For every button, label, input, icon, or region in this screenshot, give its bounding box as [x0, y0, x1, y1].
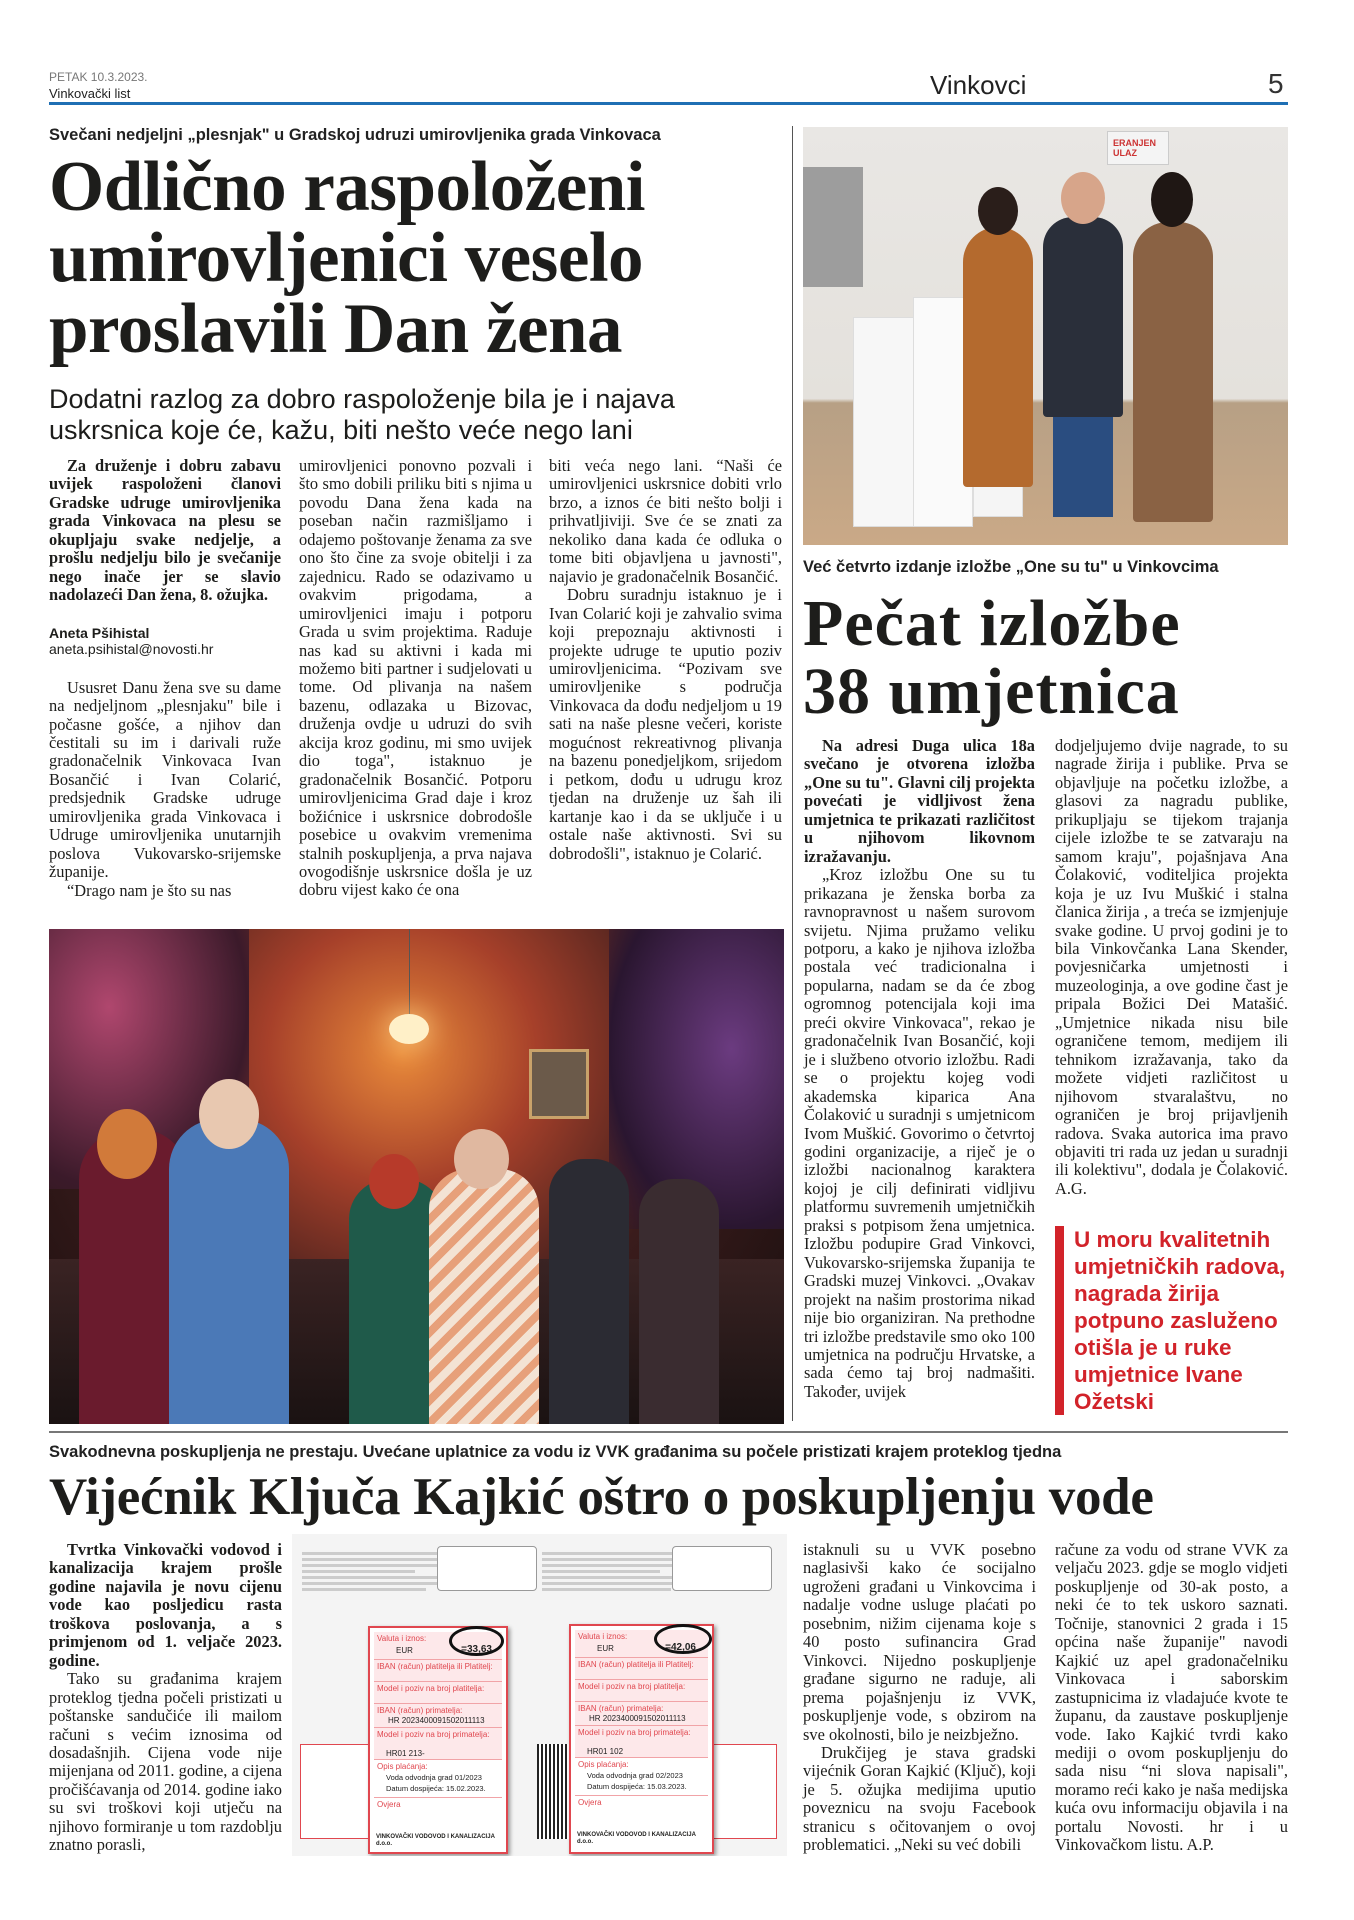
- photo-sign-line: ERANJEN: [1113, 138, 1157, 148]
- article3-kicker: Svakodnevna poskupljenja ne prestaju. Uvećane uplatnice za vodu iz VVK građanima su počele pristizati krajem proteklog tjedna: [49, 1443, 1062, 1461]
- subheadline-line: Dodatni razlog za dobro raspoloženje bila je i najava: [49, 384, 675, 414]
- article2-column-1: [804, 737, 1035, 1401]
- author-name: Aneta Pšihistal: [49, 624, 150, 641]
- header-rule: [49, 102, 1288, 105]
- bill-description: Voda odvodnja grad 02/2023: [587, 1771, 683, 1780]
- author-email[interactable]: aneta.psihistal@novosti.hr: [49, 640, 214, 657]
- bill-label: Ovjera: [578, 1798, 602, 1807]
- exhibition-photo: [803, 127, 1288, 545]
- headline-line: Odlično raspoloženi: [49, 148, 646, 226]
- bill-due-date: Datum dospijeća: 15.02.2023.: [386, 1784, 486, 1793]
- dance-photo: [49, 929, 784, 1424]
- newspaper-name: Vinkovački list: [49, 86, 131, 101]
- body-paragraph: dodjeljujemo dvije nagrade, to su nagrade žirija i publike. Prva se objavljuje na početku izložbe, a glasovi za nagradu publike, prikupljaju se tijekom trajanja cijele izložbe te se zatvaraju na samom kraju", pojašnjava Ana Čolaković, voditeljica projekta koja je uz Ivu Muškić i stalna članica žirija , a treća se izmjenjuje svake godine. U prvoj godini je to bila Vinkovčanka Lana Skender, povjesničarka umjetnosti i muzeologinja, a ove godine čast je pripala Božici Dei Matašić. „Umjetnice nikada nisu bile ograničene temom, medijem ili tehnikom izražavanja, tako da možete vidjeti različitost u njihovom stvaralaštvu, no ograničen je broj prijavljenih radova. Svaka autorica ima pravo objaviti tri rada uz jedan u suradnji ili kolektivu", dodala je Čolaković. A.G.: [1055, 736, 1288, 1198]
- body-paragraph: Ususret Danu žena sve su dame na nedjeljnom „plesnjaku" bile i počasne gošće, a njihov dan čestitali su im i darivali ruže gradonačelnik Vinkovaca Ivan Bosančić i Ivan Colarić, predsjednik Gradske udruge umirovljenika grada Vinkovaca i Udruge umirovljenika unutarnjih poslova Vukovarsko-srijemske županije.: [49, 677, 281, 882]
- article1-column-1: [49, 457, 281, 900]
- bill-label: IBAN (račun) platitelja ili Platitelj:: [578, 1660, 694, 1669]
- bill-company: VINKOVAČKI VODOVOD I KANALIZACIJA d.o.o.: [376, 1834, 495, 1847]
- bill-label: Opis plaćanja:: [377, 1762, 428, 1771]
- bill-label: Valuta i iznos:: [578, 1632, 628, 1641]
- bill-currency: EUR: [396, 1646, 413, 1655]
- bill-description: Voda odvodnja grad 01/2023: [386, 1773, 482, 1782]
- bill-model: HR01 102: [587, 1747, 624, 1756]
- bill-currency: EUR: [597, 1644, 614, 1653]
- bill-amount: =42,06: [665, 1642, 696, 1653]
- article1-headline: [49, 148, 789, 368]
- water-bills-image: [292, 1534, 787, 1856]
- photo-sign-line: ULAZ: [1113, 148, 1137, 158]
- article2-lead: Na adresi Duga ulica 18a svečano je otvorena izložba „One su tu". Glavni cilj projekta povećati je vidljivost žena umjetnica te prikazati različitost u njihovom likovnom izražavanju.: [804, 736, 1035, 866]
- bill-company: VINKOVAČKI VODOVOD I KANALIZACIJA d.o.o.: [577, 1832, 696, 1845]
- bill-slip: [569, 1624, 714, 1854]
- headline-line: 38 umjetnica: [803, 655, 1180, 728]
- bill-label: Ovjera: [377, 1800, 401, 1809]
- bill-slip: [368, 1626, 508, 1854]
- amount-circle: [449, 1626, 504, 1656]
- article3-column-3: [803, 1541, 1036, 1855]
- pull-quote: U moru kvalitetnih umjetničkih radova, nagrada žirija potpuno zasluženo otišla je u ruke umjetnice Ivane Ožetski: [1055, 1226, 1295, 1415]
- body-paragraph: Dobru suradnju istaknuo je i Ivan Colarić koji je zahvalio svima koji prepoznaju aktivnosti i projekte udruge te uputio poziv umirovljenicima. “Pozivam sve umirovljenike s područja Vinkovaca da dođu nedjeljom u 19 sati na naše plesne večeri, koriste mogućnost rekreativnog plivanja na bazenu ponedjeljkom, srijedom i petkom, dođu u udrugu kroz tjedan na druženje uz šah ili kartanje kao i da se uključe i u ostale naše aktivnosti. Svi su dobrodošli", istaknuo je Colarić.: [549, 585, 782, 863]
- bill-iban: HR 2023400091502011113: [589, 1714, 686, 1723]
- bill-amount: =33,63: [461, 1644, 492, 1655]
- bill-label: Model i poziv na broj platitelja:: [377, 1684, 485, 1693]
- article1-kicker: Svečani nedjeljni „plesnjak" u Gradskoj udruzi umirovljenika grada Vinkovaca: [49, 126, 661, 144]
- bill-label: Model i poziv na broj primatelja:: [377, 1730, 490, 1739]
- article2-headline: [803, 587, 1293, 728]
- article2-kicker: Već četvrto izdanje izložbe „One su tu" u Vinkovcima: [803, 558, 1219, 576]
- article1-lead: Za druženje i dobru zabavu uvijek raspoloženi članovi Gradske udruge umirovljenika grada Vinkovaca na plesu se okupljaju svake nedjelje, a prošlu nedjelju bilo je svečanije nego inače jer se slavio nadolazeći Dan žena, 8. ožujka.: [49, 456, 281, 605]
- headline-line: Pečat izložbe: [803, 587, 1181, 660]
- article3-column-1: [49, 1541, 282, 1855]
- bill-label: Model i poziv na broj platitelja:: [578, 1682, 686, 1691]
- column-divider: [792, 126, 793, 1421]
- article1-column-3: [549, 457, 782, 863]
- section-title: Vinkovci: [930, 70, 1027, 100]
- section-divider: [49, 1431, 1288, 1433]
- article2-column-2: [1055, 737, 1288, 1198]
- body-paragraph: istaknuli su u VVK posebno naglasivši kako će socijalno ugroženi građani u Vinkovcima i nadalje vodne usluge plaćati po posebnim, nižim cijenama koje s 40 posto sufinancira Grad Vinkovci. Nijedno poskupljenje građane sigurno ne raduje, ali prema pojašnjenju iz VVK, poskupljenje vode, s obzirom na sve okolnosti, bilo je neizbježno.: [803, 1540, 1036, 1744]
- article3-headline: Vijećnik Ključa Kajkić oštro o poskupljenju vode: [49, 1468, 1154, 1526]
- article1-column-2: [299, 457, 532, 900]
- body-paragraph: umirovljenici ponovno pozvali i što smo dobili priliku biti s njima u povodu Dana žena kada na poseban način razmišljamo i odajemo poštovanje ženama za sve ono što čine za svoje obitelji i za zajednicu. Rado se odazivamo u ovakvim prigodama, a umirovljenici imaju i potporu Grada u svim projektima. Raduje nas kad su aktivni i kada mi možemo biti partner i sudjelovati u tome. Od plivanja na našem bazenu, odlazaka u Bizovac, druženja ovdje u udruzi do svih akcija kroz godinu, mi smo uvijek dio toga", istaknuo je gradonačelnik Bosančić. Potporu umirovljenicima Grad daje i kroz božićnice i uskrsnice dobrodošle posebice u ovakvim vremenima stalnih poskupljenja, a prva najava ovogodišnje uskrsnice došla je uz dobru vijest kako će ona: [299, 456, 532, 900]
- issue-date: PETAK 10.3.2023.: [49, 70, 148, 84]
- bill-label: IBAN (račun) primatelja:: [578, 1704, 664, 1713]
- body-paragraph: račune za vodu od strane VVK za veljaču 2023. gdje se moglo vidjeti poskupljenje od 30-ak posto, a neki će to tek uskoro saznati. Točnije, stanovnici 2 grada i 15 općina naše županije" navodi Kajkić uz apel gradonačelniku Vinkovaca i saborskim zastupnicima iz vladajuće kvote te županu, da zaustave poskupljenje vode. Iako Kajkić tvrdi kako mediji o ovom poskupljenju do sada nisu “ni slova napisali", moramo reći kako je naša medijska kuća ovu informaciju objavila i na portalu Novosti. hr i u Vinkovačkom listu. A.P.: [1055, 1540, 1288, 1855]
- bill-label: IBAN (račun) primatelja:: [377, 1706, 463, 1715]
- body-paragraph: „Kroz izložbu One su tu prikazana je ženska borba za ravnopravnost u našem surovom svijetu. Njima pružamo veliku potporu, a kako je njihova izložba postala već tradicionalna i popularna, nadam se da će zbog ogromnog potencijala koji ima preći okvire Vinkovaca", rekao je gradonačelnik Ivan Bosančić, koji je i službeno otvorio izložbu. Radi se o projektu kojeg vodi akademska kiparica Ana Čolaković u suradnji s umjetnicom Ivom Muškić. Govorimo o četvrtoj godini organizacije, a riječ je o izložbi nacionalnog karaktera kojoj je cilj definirati vidljivu platformu suvremenih umjetničkih praksi s potpisom žena umjetnica. Izložbu podupire Grad Vinkovci, Vukovarsko-srijemska županija te Gradski muzej Vinkovci. „Ovakav projekt na našim prostorima nikad nije bio organiziran. Na prethodne tri izložbe predstavile smo oko 100 umjetnica na području Hrvatske, a sada ćemo taj broj nadmašiti. Također, uvijek: [804, 865, 1035, 1401]
- headline-line: proslavili Dan žena: [49, 290, 623, 368]
- subheadline-line: uskrsnica koje će, kažu, biti nešto veće nego lani: [49, 415, 633, 445]
- headline-line: umirovljenici veselo: [49, 219, 644, 297]
- body-paragraph: “Drago nam je što su nas: [67, 880, 232, 900]
- bill-label: Opis plaćanja:: [578, 1760, 629, 1769]
- body-paragraph: biti veća nego lani. “Naši će umirovljenici uskrsnice dobiti vrlo brzo, a iznos će biti nešto bolji i prihvatljiviji. Sve će se znati za nekoliko dana kada će odluka o tome biti objavljena u javnosti", najavio je gradonačelnik Bosančić.: [549, 456, 782, 586]
- article1-subheadline: [49, 384, 789, 446]
- bill-label: IBAN (račun) platitelja ili Platitelj:: [377, 1662, 493, 1671]
- page-number: 5: [1268, 68, 1284, 99]
- body-paragraph: Tako su građanima krajem proteklog tjedna počeli pristizati u poštanske sandučiće ili mailom računi s većim iznosima od dosadašnjih. Cijena vode nije mijenjana od 2011. godine, a cijena pročišćavanja od 2014. godine iako su svi troškovi koji utječu na njihovo formiranje u tom razdoblju znatno porasli,: [49, 1669, 282, 1855]
- amount-circle: [654, 1624, 712, 1654]
- bill-label: Valuta i iznos:: [377, 1634, 427, 1643]
- body-paragraph: Drukčijeg je stava gradski vijećnik Goran Kajkić (Ključ), koji je 5. ožujka medijima uputio poveznicu na svoju Facebook stranicu s očitovanjem o ovoj problematici. „Neki su već dobili: [803, 1742, 1036, 1855]
- bill-label: Model i poziv na broj primatelja:: [578, 1728, 691, 1737]
- article3-column-4: [1055, 1541, 1288, 1855]
- bill-model: HR01 213-: [386, 1749, 425, 1758]
- bill-due-date: Datum dospijeća: 15.03.2023.: [587, 1782, 687, 1791]
- article3-lead: Tvrtka Vinkovački vodovod i kanalizacija krajem prošle godine najavila je novu cijenu vode kao posljedicu rasta troškova poslovanja, a s primjenom od 1. veljače 2023. godine.: [49, 1540, 282, 1670]
- photo-sign: [1107, 131, 1169, 165]
- bill-iban: HR 2023400091502011113: [388, 1716, 485, 1725]
